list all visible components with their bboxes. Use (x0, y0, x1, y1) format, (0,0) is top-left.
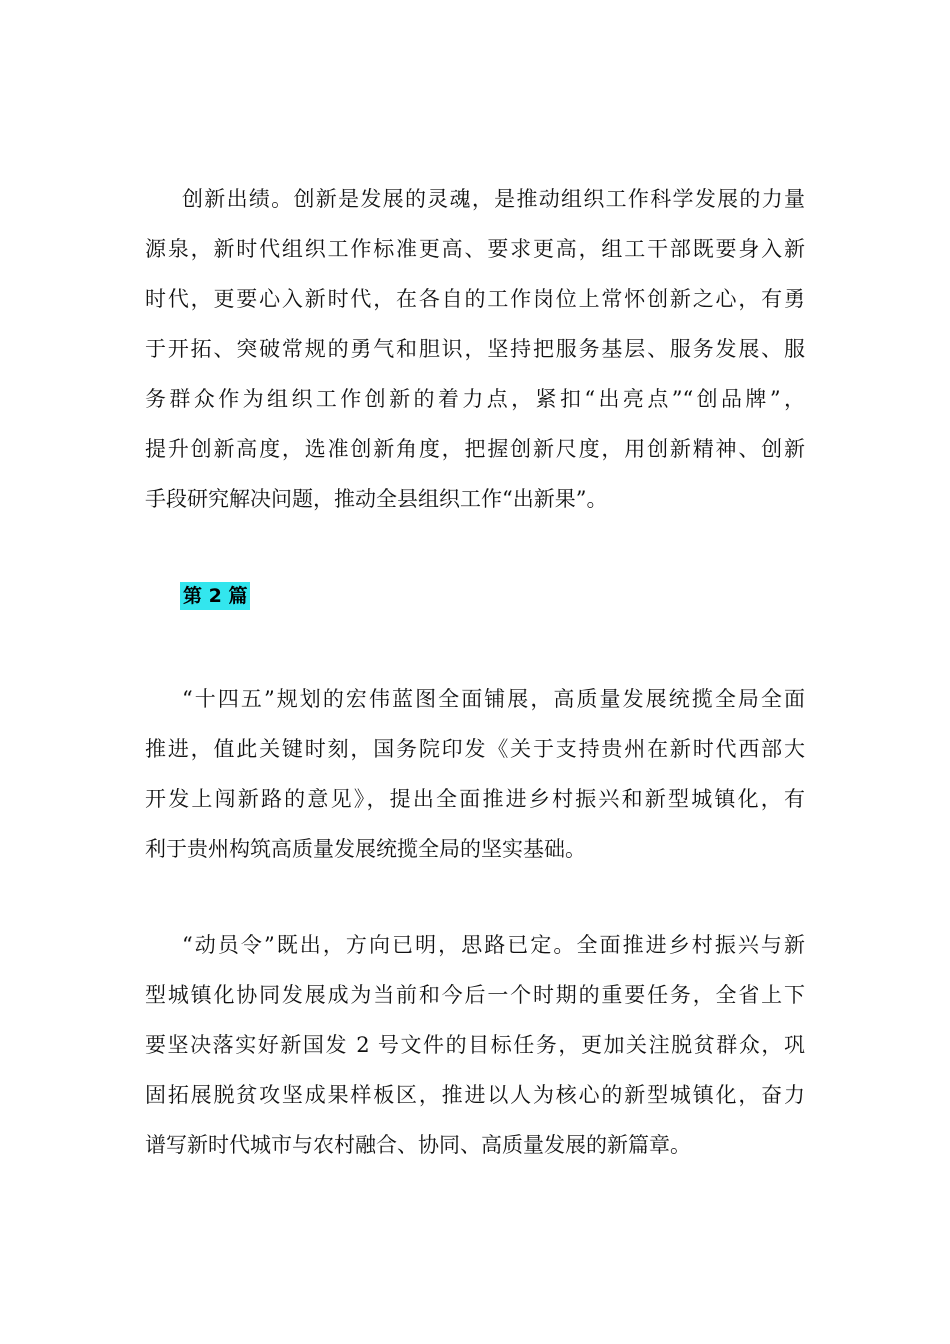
text-line: 于开拓、突破常规的勇气和胆识，坚持把服务基层、服务发展、服 (145, 337, 805, 361)
text-line: 务群众作为组织工作创新的着力点，紧扣“出亮点”“创品牌”， (145, 387, 805, 411)
text-line: “十四五”规划的宏伟蓝图全面铺展，高质量发展统揽全局全面 (182, 687, 805, 711)
text-line: “动员令”既出，方向已明，思路已定。全面推进乡村振兴与新 (182, 933, 805, 957)
text-line: 谱写新时代城市与农村融合、协同、高质量发展的新篇章。 (145, 1133, 691, 1157)
text-line: 要坚决落实好新国发 2 号文件的目标任务，更加关注脱贫群众，巩 (145, 1033, 805, 1057)
text-line: 手段研究解决问题，推动全县组织工作“出新果”。 (145, 487, 608, 511)
text-line: 开发上闯新路的意见》，提出全面推进乡村振兴和新型城镇化，有 (145, 787, 805, 811)
paragraph-innovation (145, 174, 805, 524)
text-line: 创新出绩。创新是发展的灵魂，是推动组织工作科学发展的力量 (182, 187, 805, 211)
text-line: 推进，值此关键时刻，国务院印发《关于支持贵州在新时代西部大 (145, 737, 805, 761)
paragraph-14th-five-year-plan (145, 674, 805, 874)
section-heading (180, 582, 250, 610)
text-line: 提升创新高度，选准创新角度，把握创新尺度，用创新精神、创新 (145, 437, 805, 461)
text-line: 固拓展脱贫攻坚成果样板区，推进以人为核心的新型城镇化，奋力 (145, 1083, 805, 1107)
text-line: 利于贵州构筑高质量发展统揽全局的坚实基础。 (145, 837, 586, 861)
text-line: 源泉，新时代组织工作标准更高、要求更高，组工干部既要身入新 (145, 237, 805, 261)
paragraph-mobilization-order (145, 920, 805, 1170)
section-heading-label: 第 2 篇 (180, 582, 250, 610)
text-line: 时代，更要心入新时代，在各自的工作岗位上常怀创新之心，有勇 (145, 287, 805, 311)
text-line: 型城镇化协同发展成为当前和今后一个时期的重要任务，全省上下 (145, 983, 805, 1007)
